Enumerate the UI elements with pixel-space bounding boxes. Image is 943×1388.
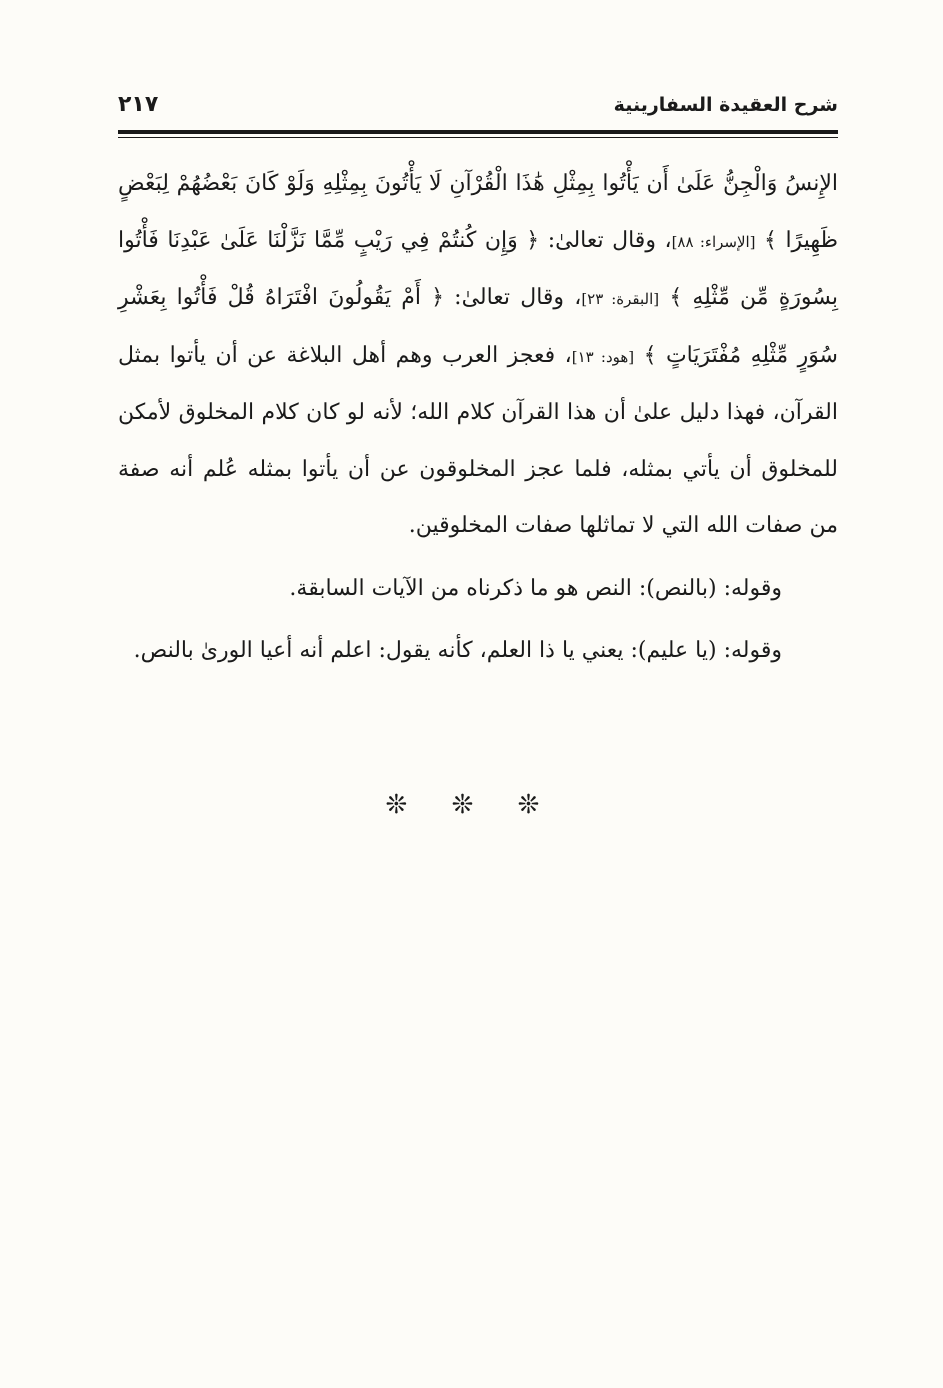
- book-title: شرح العقيدة السفارينية: [613, 94, 838, 116]
- verse-reference-2: [البقرة: ٢٣]: [581, 290, 660, 308]
- body-text: [118, 156, 838, 680]
- section-end-ornament: ❊ ❊ ❊: [385, 790, 558, 820]
- verse-text-2: ، وقال تعالىٰ: ﴿ وَإِن كُنتُمْ فِي رَيْبٍ مِّمَّا نَزَّلْنَا عَلَىٰ عَبْدِنَا فَأْتُوا بِسُورَةٍ مِّن مِّثْلِهِ ﴾: [118, 227, 838, 310]
- verse-text-3: ، وقال تعالىٰ: ﴿ أَمْ يَقُولُونَ افْتَرَاهُ قُلْ فَأْتُوا بِعَشْرِ سُوَرٍ مِّثْلِهِ مُفْتَرَيَاتٍ ﴾: [118, 285, 838, 368]
- paragraph-ya-alim: وقوله: (يا عليم): يعني يا ذا العلم، كأنه يقول: اعلم أنه أعيا الورىٰ بالنص.: [133, 638, 782, 663]
- paragraph-quran-challenge: [118, 156, 838, 555]
- commentary-text: ، فعجز العرب وهم أهل البلاغة عن أن يأتوا بمثل القرآن، فهذا دليل علىٰ أن هذا القرآن كلام الله؛ لأنه لو كان كلام المخلوق لأمكن للمخلوق أن يأتي بمثله، فلما عجز المخلوقون عن أن يأتوا بمثله عُلم أنه صفة من صفات الله التي لا تماثلها صفات المخلوقين.: [118, 342, 838, 538]
- page-number: ٢١٧: [118, 92, 159, 117]
- verse-reference-3: [هود: ١٣]: [571, 347, 635, 366]
- running-header: [118, 90, 838, 128]
- header-rule-thin: [118, 137, 838, 138]
- verse-text-1: الإِنسُ وَالْجِنُّ عَلَىٰ أَن يَأْتُوا بِمِثْلِ هَٰذَا الْقُرْآنِ لَا يَأْتُونَ بِمِثْلِهِ وَلَوْ كَانَ بَعْضُهُمْ لِبَعْضٍ ظَهِيرًا ﴾: [118, 171, 838, 253]
- paragraph-bil-nass: وقوله: (بالنص): النص هو ما ذكرناه من الآيات السابقة.: [289, 575, 782, 601]
- header-rule-thick: [118, 130, 838, 134]
- verse-reference-1: [الإسراء: ٨٨]: [671, 232, 756, 251]
